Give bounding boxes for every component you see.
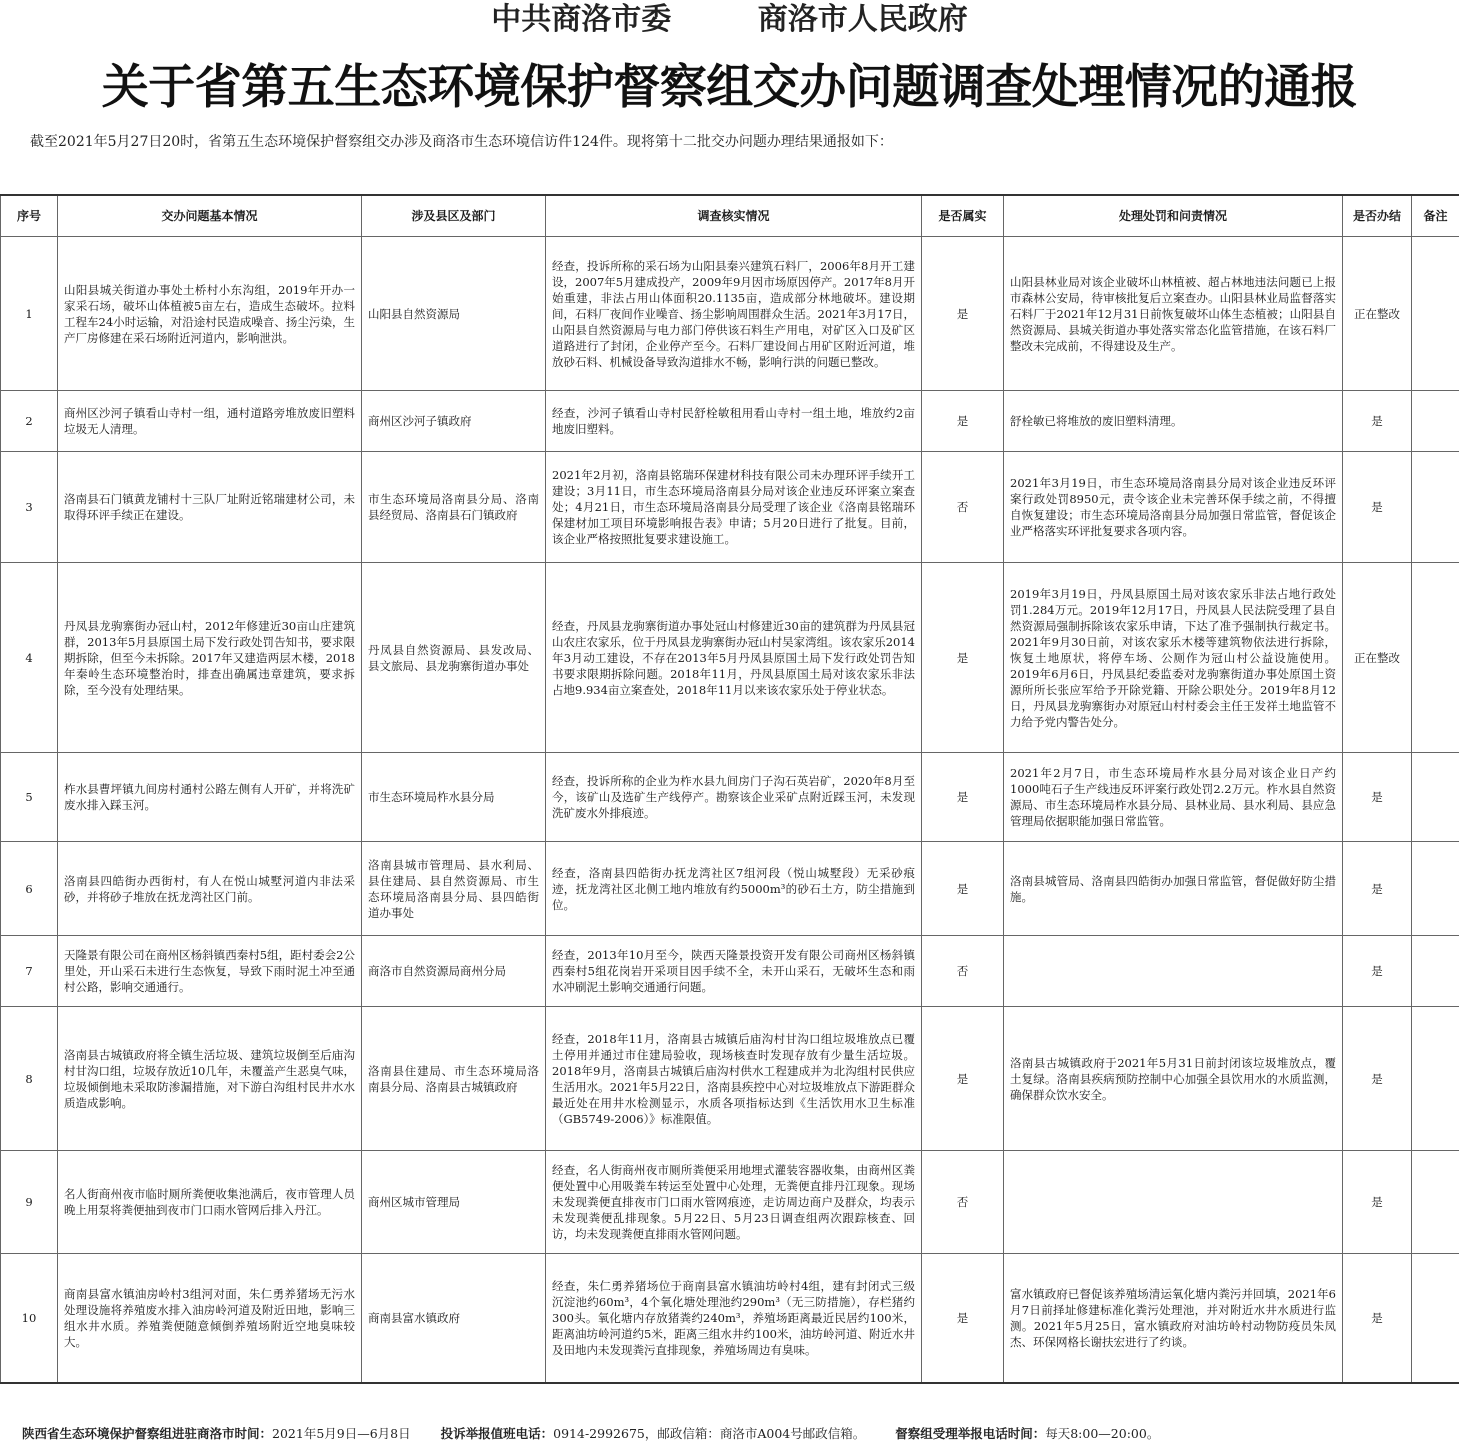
cell-true: 是 [922,1007,1004,1151]
cell-issue: 丹凤县龙驹寨街办冠山村，2012年修建近30亩山庄建筑群，2013年5月县原国土局下发行政处罚告知书，要求限期拆除，但至今未拆除。2017年又建造两层木楼，2018年秦岭生态环境整治时，排查出确属违章建筑，要求拆除，至今没有处理结果。 [58,563,362,753]
header-issue: 交办问题基本情况 [58,195,362,237]
cell-true: 是 [922,563,1004,753]
intro-paragraph: 截至2021年5月27日20时，省第五生态环境保护督察组交办涉及商洛市生态环境信访件124件。现将第十二批交办问题办理结果通报如下： [30,134,893,150]
table-row [1,391,1459,452]
cell-issue: 商南县富水镇油房岭村3组河对面，朱仁勇养猪场无污水处理设施将养殖废水排入油房岭河道及附近田地，影响三组水井水质。养殖粪便随意倾倒养殖场附近空地臭味较大。 [58,1254,362,1383]
cell-note [1412,936,1459,1007]
cell-note [1412,237,1459,391]
cell-done: 是 [1343,753,1412,842]
cell-handle: 2019年3月19日，丹凤县原国土局对该农家乐非法占地行政处罚1.284万元。2019年12月17日，丹凤县人民法院受理了县自然资源局强制拆除该农家乐申请，下达了准予强制执行裁定书。2021年9月30日前，对该农家乐木楼等建筑物依法进行拆除，恢复土地原状，将停车场、公厕作为冠山村公益设施使用。2019年6月6日，丹凤县纪委监委对龙驹寨街道办事处原国土资源所所长张应军给予开除党籍、开除公职处分。2019年8月12日，丹凤县龙驹寨街办对原冠山村村委会主任王发祥土地监管不力给予党内警告处分。 [1004,563,1343,753]
footer-hours-label: 督察组受理举报电话时间： [895,1426,1046,1441]
cell-handle: 富水镇政府已督促该养殖场清运氧化塘内粪污并回填，2021年6月7日前择址修建标准化粪污处理池，并对附近水井水质进行监测。2021年5月25日，富水镇政府对油坊岭村动物防疫员朱凤杰、环保网格长谢扶宏进行了约谈。 [1004,1254,1343,1383]
cell-verify: 经查，投诉所称的企业为柞水县九间房门子沟石英岩矿，2020年8月至今，该矿山及选矿生产线停产。勘察该企业采矿点附近踩玉河，未发现洗矿废水外排痕迹。 [546,753,922,842]
cell-no: 7 [1,936,58,1007]
cell-note [1412,1007,1459,1151]
cell-verify: 经查，名人街商州夜市厕所粪便采用地埋式灌装容器收集，由商州区粪便处置中心用吸粪车转运至处置中心处理，无粪便直排丹江现象。现场未发现粪便直排夜市门口雨水管网痕迹，走访周边商户及群众，均表示未发现粪便乱排现象。5月22日、5月23日调查组两次跟踪核查、回访，均未发现粪便直排雨水管网问题。 [546,1151,922,1254]
cases-table [0,194,1459,1384]
cell-dept: 市生态环境局洛南县分局、洛南县经贸局、洛南县石门镇政府 [362,452,546,563]
cell-note [1412,842,1459,936]
cell-issue: 山阳县城关街道办事处土桥村小东沟组，2019年开办一家采石场，破坏山体植被5亩左右，造成生态破坏。拉料工程车24小时运输，对沿途村民造成噪音、扬尘污染，生产厂房修建在采石场附近河道内，影响泄洪。 [58,237,362,391]
footer-stay-value: 2021年5月9日—6月8日 [272,1426,411,1441]
table-row [1,1151,1459,1254]
cell-done: 是 [1343,936,1412,1007]
cell-true: 是 [922,237,1004,391]
header-no: 序号 [1,195,58,237]
cell-handle: 洛南县城管局、洛南县四皓街办加强日常监管，督促做好防尘措施。 [1004,842,1343,936]
header-true: 是否属实 [922,195,1004,237]
cell-true: 否 [922,1151,1004,1254]
footer-hotline-value: 0914-2992675，邮政信箱：商洛市A004号邮政信箱。 [553,1426,866,1441]
header-verify: 调查核实情况 [546,195,922,237]
cell-done: 是 [1343,1007,1412,1151]
cell-dept: 市生态环境局柞水县分局 [362,753,546,842]
cell-handle [1004,1151,1343,1254]
cell-done: 正在整改 [1343,237,1412,391]
footer-hours [895,1424,1159,1444]
cell-note [1412,1151,1459,1254]
cell-no: 8 [1,1007,58,1151]
cell-verify: 经查，洛南县四皓街办抚龙湾社区7组河段（悦山城墅段）无采砂痕迹，抚龙湾社区北侧工地内堆放有约5000m³的砂石土方，防尘措施到位。 [546,842,922,936]
cell-issue: 名人街商州夜市临时厕所粪便收集池满后，夜市管理人员晚上用泵将粪便抽到夜市门口雨水管网后排入丹江。 [58,1151,362,1254]
footer-hotline-label: 投诉举报值班电话： [440,1426,554,1441]
table-row [1,753,1459,842]
cell-verify: 2021年2月初，洛南县铭瑞环保建材科技有限公司未办理环评手续开工建设；3月11日，市生态环境局洛南县分局对该企业违反环评案立案查处；4月21日，市生态环境局洛南县分局受理了该企业《洛南县铭瑞环保建材加工项目环境影响报告表》申请；5月20日进行了批复。目前，该企业严格按照批复要求建设施工。 [546,452,922,563]
cell-no: 1 [1,237,58,391]
report-title: 关于省第五生态环境保护督察组交办问题调查处理情况的通报 [101,60,1358,115]
table-row [1,1007,1459,1151]
cell-true: 是 [922,842,1004,936]
header-dept: 涉及县区及部门 [362,195,546,237]
cell-handle: 山阳县林业局对该企业破坏山林植被、超占林地违法问题已上报市森林公安局，待审核批复后立案查办。山阳县林业局监督落实石料厂于2021年12月31日前恢复破坏山体生态植被；山阳县自然资源局、县城关街道办事处落实常态化监管措施，在该石料厂整改未完成前，不得建设及生产。 [1004,237,1343,391]
table-row [1,842,1459,936]
cell-verify: 经查，投诉所称的采石场为山阳县秦兴建筑石料厂，2006年8月开工建设，2007年5月建成投产，2009年9月因市场原因停产。2017年8月开始重建，非法占用山体面积20.1135亩，造成部分林地破坏。建设期间，石料厂夜间作业噪音、扬尘影响周围群众生活。2021年3月17日，山阳县自然资源局与电力部门停供该石料生产用电，对矿区入口及矿区道路进行了封闭，企业停产至今。石料厂建设间占用矿区附近河道，堆放砂石料、机械设备导致沟道排水不畅，影响行洪的问题已整改。 [546,237,922,391]
cell-note [1412,452,1459,563]
cell-issue: 洛南县古城镇政府将全镇生活垃圾、建筑垃圾倒至后庙沟村甘沟口组，垃圾存放近10几年，未覆盖产生恶臭气味，垃圾倾倒地未采取防渗漏措施，对下游白沟组村民井水水质造成影响。 [58,1007,362,1151]
footer-hours-value: 每天8:00—20:00。 [1045,1426,1160,1441]
cell-done: 是 [1343,1151,1412,1254]
cell-issue: 柞水县曹坪镇九间房村通村公路左侧有人开矿，并将洗矿废水排入踩玉河。 [58,753,362,842]
cell-note [1412,753,1459,842]
table-row [1,563,1459,753]
cell-handle: 洛南县古城镇政府于2021年5月31日前封闭该垃圾堆放点，覆土复绿。洛南县疾病预防控制中心加强全县饮用水的水质监测，确保群众饮水安全。 [1004,1007,1343,1151]
table-row [1,452,1459,563]
cell-note [1412,391,1459,452]
cell-issue: 洛南县石门镇黄龙铺村十三队厂址附近铭瑞建材公司，未取得环评手续正在建设。 [58,452,362,563]
masthead-party: 中共商洛市委 [491,2,672,37]
footer-stay-period [22,1424,411,1444]
cell-dept: 丹凤县自然资源局、县发改局、县文旅局、县龙驹寨街道办事处 [362,563,546,753]
cell-handle: 2021年2月7日，市生态环境局柞水县分局对该企业日产约1000吨石子生产线违反环评案行政处罚2.2万元。柞水县自然资源局、市生态环境局柞水县分局、县林业局、县水利局、县应急管理局依据职能加强日常监管。 [1004,753,1343,842]
cell-verify: 经查，沙河子镇看山寺村民舒栓敏租用看山寺村一组土地，堆放约2亩地废旧塑料。 [546,391,922,452]
cell-dept: 洛南县住建局、市生态环境局洛南县分局、洛南县古城镇政府 [362,1007,546,1151]
cell-no: 9 [1,1151,58,1254]
cell-handle: 舒栓敏已将堆放的废旧塑料清理。 [1004,391,1343,452]
cell-no: 6 [1,842,58,936]
footer-stay-label: 陕西省生态环境保护督察组进驻商洛市时间： [22,1426,273,1441]
table-row [1,936,1459,1007]
cell-done: 正在整改 [1343,563,1412,753]
table-row [1,1254,1459,1383]
cell-verify: 经查，2018年11月，洛南县古城镇后庙沟村甘沟口组垃圾堆放点已覆土停用并通过市住建局验收，现场核查时发现存放有少量生活垃圾。2018年9月，洛南县古城镇后庙沟村供水工程建成并为北沟组村民供应生活用水。2021年5月22日，洛南县疾控中心对垃圾堆放点下游距群众最近处在用井水检测显示，水质各项指标达到《生活饮用水卫生标准（GB5749-2006）》标准限值。 [546,1007,922,1151]
cell-note [1412,563,1459,753]
cell-handle: 2021年3月19日，市生态环境局洛南县分局对该企业违反环评案行政处罚8950元，责令该企业未完善环保手续之前，不得擅自恢复建设；市生态环境局洛南县分局加强日常监管，督促该企业严格落实环评批复要求各项内容。 [1004,452,1343,563]
table-row [1,237,1459,391]
cell-true: 否 [922,452,1004,563]
cell-true: 是 [922,753,1004,842]
table-header-row [1,195,1459,237]
cell-no: 4 [1,563,58,753]
cell-true: 是 [922,1254,1004,1383]
cell-dept: 商南县富水镇政府 [362,1254,546,1383]
cell-done: 是 [1343,1254,1412,1383]
cell-verify: 经查，2013年10月至今，陕西天隆景投资开发有限公司商州区杨斜镇西秦村5组花岗岩开采项目因手续不全，未开山采石，无破坏生态和雨水冲刷泥土影响交通通行问题。 [546,936,922,1007]
cell-true: 是 [922,391,1004,452]
masthead-government: 商洛市人民政府 [757,2,968,37]
cell-verify: 经查，朱仁勇养猪场位于商南县富水镇油坊岭村4组，建有封闭式三级沉淀池约60m³，4个氧化塘处理池约290m³（无三防措施），存栏猪约300头。氧化塘内存放猪粪约240m³，养殖场距离最近民居约100米，距离油坊岭河道约5米，距离三组水井约100米，油坊岭河道、附近水井及田地内未发现粪污直排现象，养殖场周边有臭味。 [546,1254,922,1383]
cell-no: 3 [1,452,58,563]
header-note: 备注 [1412,195,1459,237]
cell-no: 2 [1,391,58,452]
cell-verify: 经查，丹凤县龙驹寨街道办事处冠山村修建近30亩的建筑群为丹凤县冠山农庄农家乐，位于丹凤县龙驹寨街办冠山村吴家湾组。该农家乐2014年3月动工建设，不存在2013年5月丹凤县原国土局下发行政处罚告知书要求限期拆除问题。2018年11月，丹凤县原国土局对该农家乐非法占地9.934亩立案查处，2018年11月以来该农家乐处于停业状态。 [546,563,922,753]
cell-dept: 山阳县自然资源局 [362,237,546,391]
cell-dept: 洛南县城市管理局、县水利局、县住建局、县自然资源局、市生态环境局洛南县分局、县四皓街道办事处 [362,842,546,936]
cell-no: 5 [1,753,58,842]
cell-note [1412,1254,1459,1383]
masthead [0,0,1459,40]
header-handle: 处理处罚和问责情况 [1004,195,1343,237]
cell-done: 是 [1343,391,1412,452]
footer [22,1424,1442,1444]
header-done: 是否办结 [1343,195,1412,237]
cell-handle [1004,936,1343,1007]
cell-issue: 天隆景有限公司在商州区杨斜镇西秦村5组，距村委会2公里处，开山采石未进行生态恢复，导致下雨时泥土冲至通村公路，影响交通通行。 [58,936,362,1007]
cell-dept: 商州区沙河子镇政府 [362,391,546,452]
cell-dept: 商州区城市管理局 [362,1151,546,1254]
cell-issue: 商州区沙河子镇看山寺村一组，通村道路旁堆放废旧塑料垃圾无人清理。 [58,391,362,452]
cell-issue: 洛南县四皓街办西街村，有人在悦山城墅河道内非法采砂，并将砂子堆放在抚龙湾社区门前。 [58,842,362,936]
cell-done: 是 [1343,452,1412,563]
cell-dept: 商洛市自然资源局商州分局 [362,936,546,1007]
cell-no: 10 [1,1254,58,1383]
cell-true: 否 [922,936,1004,1007]
footer-hotline [441,1424,866,1444]
cell-done: 是 [1343,842,1412,936]
